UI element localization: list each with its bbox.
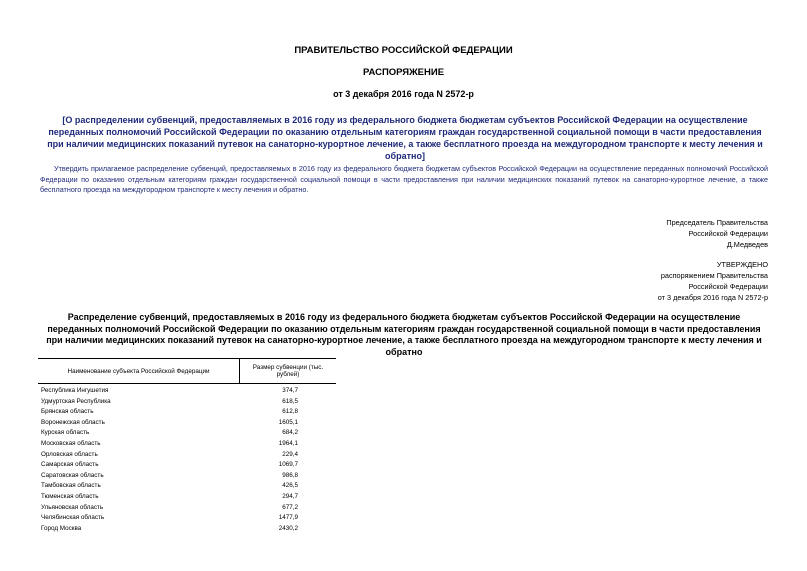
subvention-amount: 618,5: [282, 397, 298, 405]
region-name: Челябинская область: [41, 514, 105, 522]
column-header-region: Наименование субъекта Российской Федерации: [38, 359, 240, 384]
table-header-row: [38, 359, 336, 384]
subvention-amount: 986,8: [282, 471, 298, 479]
table-row: [38, 428, 336, 439]
subvention-amount: 374,7: [282, 387, 298, 394]
subvention-amount: 2430,2: [278, 524, 298, 532]
column-header-amount: Размер субвенции (тыс. рублей): [240, 359, 337, 384]
table-body: [38, 384, 336, 535]
document-date: от 3 декабря 2016 года N 2572-р: [333, 89, 474, 99]
approval-line-2: распоряжением Правительства: [660, 271, 768, 280]
signer-position: Председатель Правительства: [666, 218, 768, 227]
region-name: Удмуртская Республика: [41, 397, 111, 405]
intro-text: Утвердить прилагаемое распределение субвенций, предоставляемых в 2016 году из федерального бюджета бюджетам субъектов Российской Федерации на осуществление переданных полномочий Российской Федерации по оказанию отдельным категориям граждан государственной социальной помощи в части предоставления при наличии медицинских показаний путевок на санаторно-курортное лечение, а также бесплатного проезда на междугородном транспорте к месту лечения и обратно.: [40, 164, 768, 194]
signer-name: Д.Медведев: [726, 240, 768, 249]
subvention-amount: 684,2: [282, 429, 298, 437]
signer-country: Российской Федерации: [688, 229, 768, 238]
subvention-amount: 426,5: [282, 482, 298, 490]
table-row: [38, 439, 336, 450]
region-name: Тюменская область: [41, 492, 99, 500]
approval-block: [658, 259, 768, 303]
region-name: Воронежская область: [41, 418, 105, 426]
table-row: [38, 471, 336, 482]
document-kind: РАСПОРЯЖЕНИЕ: [362, 67, 445, 78]
approval-label: УТВЕРЖДЕНО: [716, 260, 768, 269]
region-name: Курская область: [41, 429, 90, 437]
region-name: Брянская область: [41, 408, 94, 416]
table-row: [38, 524, 336, 535]
table-row: [38, 384, 336, 397]
table-row: [38, 397, 336, 408]
region-name: Тамбовская область: [41, 482, 101, 490]
subvention-amount: 294,7: [282, 492, 298, 500]
table-row: [38, 503, 336, 514]
signature-block: [666, 217, 768, 250]
subvention-amount: 1605,1: [278, 418, 298, 426]
subvention-amount: 1477,9: [278, 514, 298, 522]
subvention-amount: 677,2: [282, 503, 298, 511]
government-name: ПРАВИТЕЛЬСТВО РОССИЙСКОЙ ФЕДЕРАЦИИ: [294, 45, 513, 56]
table-row: [38, 450, 336, 461]
table-row: [38, 513, 336, 524]
approval-date: от 3 декабря 2016 года N 2572-р: [657, 293, 768, 302]
document-title-link[interactable]: [О распределении субвенций, предоставляемых в 2016 году из федерального бюджета бюджетам субъектов Российской Федерации на осуществление переданных полномочий Российской Федерации по оказанию отдельным категориям граждан государственной социальной помощи в части предоставления при наличии медицинских показаний путевок на санаторно-курортное лечение, а также бесплатного проезда на междугородном транспорте к месту лечения и обратно]: [47, 115, 763, 161]
table-row: [38, 407, 336, 418]
subvention-amount: 1069,7: [278, 461, 298, 469]
region-name: Саратовская область: [41, 471, 104, 479]
subvention-amount: 612,8: [282, 408, 298, 416]
table-row: [38, 492, 336, 503]
subvention-table: [38, 358, 336, 534]
region-name: Самарская область: [41, 461, 99, 469]
table-row: [38, 481, 336, 492]
table-row: [38, 460, 336, 471]
region-name: Республика Ингушетия: [41, 387, 109, 394]
approval-line-3: Российской Федерации: [688, 282, 768, 291]
subvention-amount: 1964,1: [278, 439, 298, 447]
region-name: Ульяновская область: [41, 503, 104, 511]
region-name: Город Москва: [41, 524, 82, 532]
region-name: Орловская область: [41, 450, 98, 458]
region-name: Московская область: [41, 439, 101, 447]
table-row: [38, 418, 336, 429]
subvention-amount: 229,4: [282, 450, 298, 458]
distribution-heading: Распределение субвенций, предоставляемых в 2016 году из федерального бюджета бюджетам субъектов Российской Федерации на осуществление переданных полномочий Российской Федерации по оказанию отдельным категориям граждан государственной социальной помощи в части предоставления при наличии медицинских показаний путевок на санаторно-курортное лечение, а также бесплатного проезда на междугородном транспорте к месту лечения и обратно: [46, 312, 762, 357]
intro-paragraph: [40, 164, 768, 196]
